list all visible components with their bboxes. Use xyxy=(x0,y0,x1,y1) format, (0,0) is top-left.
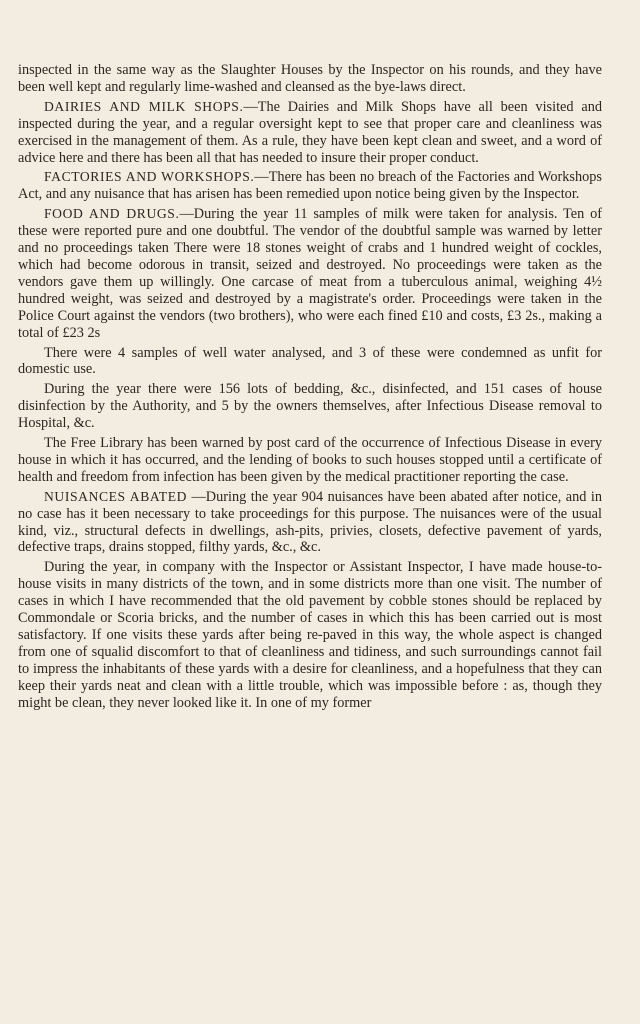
paragraph-text: —The Dairies and Milk Shops have all been visited and inspected during the year, and a regular oversight kept to see that proper care and cleanliness was exercised in the management of them. As a rule, they have been kept clean and sweet, and a word of advice here and there has been all that has needed to insure their proper conduct. xyxy=(18,98,602,166)
paragraph-food-and-drugs xyxy=(18,206,602,341)
paragraph-dairies xyxy=(18,99,602,167)
paragraph-text: —There has been no breach of the Factories and Workshops Act, and any nuisance that has arisen has been remedied upon notice being given by the Inspector. xyxy=(18,169,602,203)
paragraph-text: —During the year 11 samples of milk were taken for analysis. Ten of these were reported pure and one doubtful. The vendor of the doubtful sample was warned by letter and no proceedings taken There were 18 stones weight of crabs and 1 hundred weight of cockles, which had become odorous in transit, seized and destroyed. No proceedings were taken as the vendors gave them up willingly. One carcase of meat from a tuberculous animal, weighing 4½ hundred weight, was seized and destroyed by a magistrate's order. Proceedings were taken in the Police Court against the vendors (two brothers), who were each fined £10 and costs, £3 2s., making a total of £23 2s xyxy=(18,206,602,341)
paragraph-text: The Free Library has been warned by post card of the occurrence of Infectious Disease in every house in which it has occurred, and the lending of books to such houses stopped until a certificate of health and freedom from infection has been given by the medical practitioner reporting the case. xyxy=(18,435,602,485)
paragraph-slaughter-houses-continued xyxy=(18,62,602,96)
section-heading: DAIRIES AND MILK SHOPS. xyxy=(44,98,244,114)
paragraph-nuisances xyxy=(18,489,602,557)
paragraph-text: During the year there were 156 lots of bedding, &c., disinfected, and 151 cases of house disinfection by the Authority, and 5 by the owners themselves, after Infectious Disease removal to Hospital, &c. xyxy=(18,381,602,432)
paragraph-free-library xyxy=(18,435,602,486)
paragraph-disinfection xyxy=(18,381,602,432)
paragraph-text: During the year, in company with the Inspector or Assistant Inspector, I have made house-to-house visits in many districts of the town, and in some districts more than one visit. The number of cases in which I have recommended that the old pavement by cobble stones should be replaced by Commondale or Scoria bricks, and the number of cases in which this has been carried out is most satisfactory. If one visits these yards after being re-paved in this way, the whole aspect is changed from one of squalid discomfort to that of cleanliness and tidiness, and such surroundings cannot fail to impress the inhabitants of these yards with a desire for cleanliness, and a hopefulness that they can keep their yards neat and clean with a little trouble, which was impossible before : as, though they might be clean, they never looked like it. In one of my former xyxy=(18,559,602,711)
paragraph-text: inspected in the same way as the Slaughter Houses by the Inspector on his rounds, and they have been well kept and regularly lime-washed and cleansed as the bye-laws direct. xyxy=(18,62,602,95)
section-heading: NUISANCES ABATED xyxy=(44,488,188,504)
section-heading: FOOD AND DRUGS. xyxy=(44,206,180,222)
section-heading: FACTORIES AND WORKSHOPS. xyxy=(44,169,255,185)
paragraph-factories xyxy=(18,169,602,203)
paragraph-text: —During the year 904 nuisances have been abated after notice, and in no case has it been necessary to take proceedings for this purpose. The nuisances were of the usual kind, viz., structural defects in dwellings, ash-pits, privies, closets, defective pavement of yards, defective traps, drains stopped, filthy yards, &c., &c. xyxy=(18,488,602,556)
paragraph-text: There were 4 samples of well water analysed, and 3 of these were condemned as unfit for domestic use. xyxy=(18,344,602,378)
paragraph-house-visits xyxy=(18,559,602,711)
document-page xyxy=(18,62,602,715)
paragraph-well-water xyxy=(18,345,602,379)
